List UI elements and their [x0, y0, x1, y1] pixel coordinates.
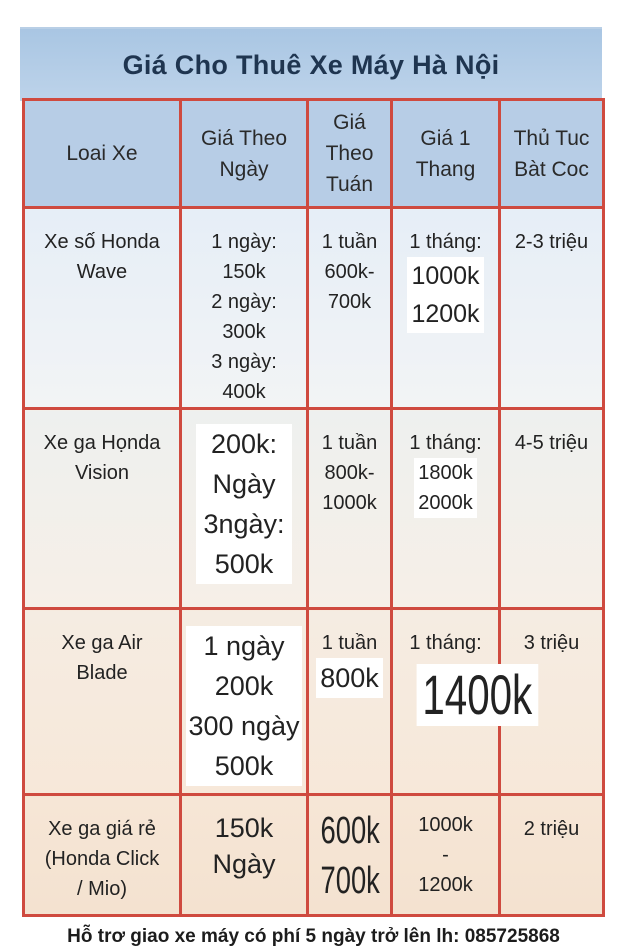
monthly-value-wrap: [393, 257, 498, 333]
weekly-price-cell: [308, 795, 392, 916]
vehicle-type-cell: [24, 609, 181, 795]
daily-price: 150k Ngày: [212, 813, 276, 879]
vehicle-type: Xe số Honda Wave: [44, 231, 160, 283]
page-title: Giá Cho Thuê Xe Máy Hà Nội: [122, 50, 500, 80]
monthly-value-wrap: [393, 663, 533, 726]
monthly-value: 1400k: [417, 664, 538, 726]
daily-price: 1 ngày: 150k 2 ngày: 300k 3 ngày: 400k: [211, 231, 277, 403]
daily-price: 1 ngày 200k 300 ngày 500k: [186, 626, 301, 786]
header-row: [24, 100, 604, 208]
deposit: 2 triệu: [523, 818, 580, 840]
weekly-price-cell: [308, 609, 392, 795]
weekly-price: 600k 700k: [320, 810, 380, 902]
daily-price: 200k: Ngày 3ngày: 500k: [196, 424, 292, 584]
header-monthly-price: Giá 1 Thang: [392, 100, 500, 208]
daily-price-wrap: [182, 610, 306, 786]
header-deposit: Thủ Tuc Bàt Coc: [500, 100, 604, 208]
vehicle-type: Xe ga Air Blade: [61, 632, 143, 684]
weekly-value: 800k: [316, 658, 383, 698]
daily-price-cell: [181, 795, 308, 916]
table-row: [24, 208, 604, 409]
daily-price-cell: [181, 609, 308, 795]
deposit: 2-3 triệu: [514, 231, 589, 253]
footer-contact: Hỗ trơ giao xe máy có phí 5 ngày trở lên lh: 085725868: [67, 926, 560, 947]
deposit-cell: [500, 208, 604, 409]
weekly-price-cell: [308, 409, 392, 609]
vehicle-type: Xe ga giá rẻ (Honda Click / Mio): [44, 818, 160, 900]
monthly-label: 1 tháng:: [409, 231, 482, 253]
monthly-value-wrap: [393, 458, 498, 518]
header-weekly-price: Giá Theo Tuán: [308, 100, 392, 208]
price-table: [22, 98, 605, 917]
title-band: [20, 27, 602, 101]
vehicle-type-cell: [24, 208, 181, 409]
monthly-value: 1800k 2000k: [414, 458, 477, 518]
daily-price-wrap: [182, 410, 306, 584]
monthly-label: 1 tháng:: [409, 632, 482, 654]
table-row: [24, 409, 604, 609]
header-vehicle-type: Loai Xe: [24, 100, 181, 208]
deposit: 4-5 triệu: [514, 432, 589, 454]
weekly-price: 1 tuần 800k- 1000k: [321, 432, 378, 514]
weekly-price: 1 tuần 600k- 700k: [321, 231, 378, 313]
weekly-value-wrap: [309, 658, 390, 698]
monthly-value: 1000k 1200k: [407, 257, 483, 333]
vehicle-type-cell: [24, 409, 181, 609]
monthly-price-cell: [392, 208, 500, 409]
deposit-cell: [500, 409, 604, 609]
table-row: [24, 795, 604, 916]
monthly-price-cell: [392, 409, 500, 609]
monthly-price-cell: [392, 609, 533, 795]
vehicle-type: Xe ga Họnda Vision: [43, 432, 161, 484]
deposit: 3 triệu: [523, 632, 580, 654]
vehicle-type-cell: [24, 795, 181, 916]
header-daily-price: Giá Theo Ngày: [181, 100, 308, 208]
deposit-cell: [500, 795, 604, 916]
weekly-label: 1 tuần: [321, 632, 378, 654]
monthly-price: 1000k - 1200k: [418, 814, 473, 896]
weekly-price-cell: [308, 208, 392, 409]
weekly-price-wrap: [309, 796, 390, 906]
daily-price-cell: [181, 409, 308, 609]
monthly-price-cell: [392, 795, 500, 916]
monthly-label: 1 tháng:: [409, 432, 482, 454]
daily-price-cell: [181, 208, 308, 409]
table-row: [24, 609, 604, 795]
